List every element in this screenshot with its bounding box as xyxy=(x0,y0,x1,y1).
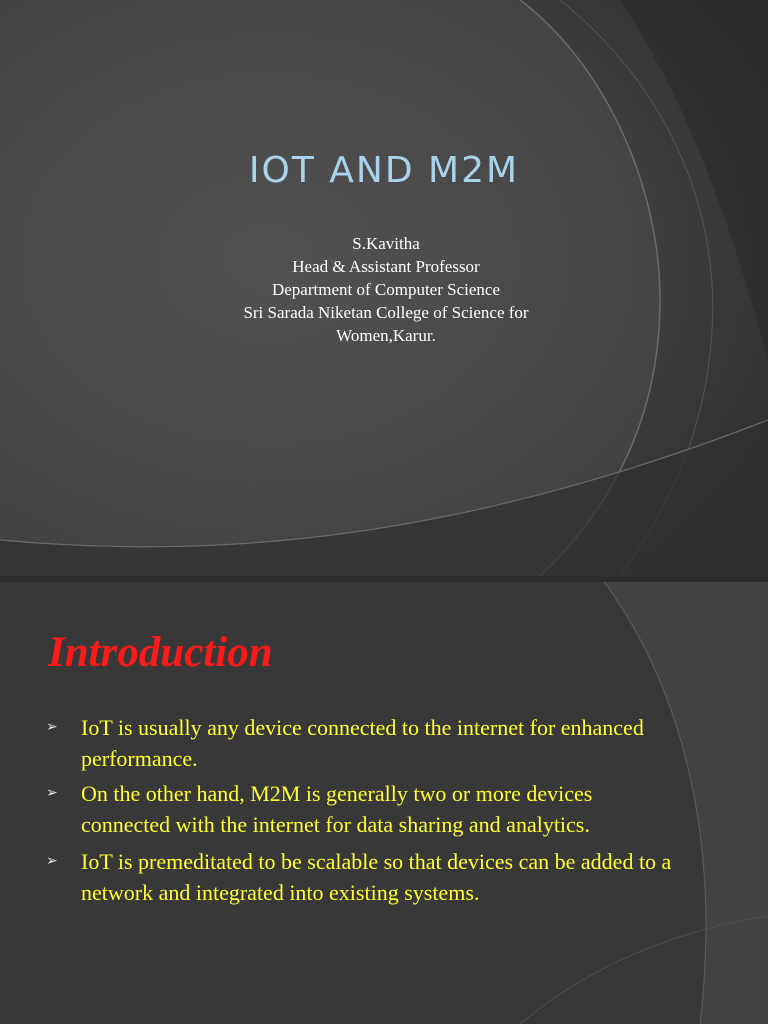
bullet-text: On the other hand, M2M is generally two or more devices connected with the internet for data sharing and analytics. xyxy=(81,781,593,837)
author-position: Head & Assistant Professor xyxy=(292,257,480,276)
author-name: S.Kavitha xyxy=(352,234,420,253)
bullet-text: IoT is premeditated to be scalable so that devices can be added to a network and integrated into existing systems. xyxy=(81,849,672,905)
introduction-slide xyxy=(0,576,768,1024)
author-department: Department of Computer Science xyxy=(271,280,500,299)
author-location: Women,Karur. xyxy=(336,326,436,345)
arrowhead-bullet-icon: ➢ xyxy=(46,785,58,801)
list-item xyxy=(46,778,686,840)
bullet-text: IoT is usually any device connected to the internet for enhanced performance. xyxy=(81,715,644,771)
author-college: Sri Sarada Niketan College of Science for xyxy=(243,303,529,322)
list-item xyxy=(46,712,686,774)
list-item xyxy=(46,846,686,908)
slide-title: IOT AND M2M xyxy=(248,150,520,191)
slide-heading: Introduction xyxy=(48,629,273,676)
arrowhead-bullet-icon: ➢ xyxy=(46,719,58,735)
author-block xyxy=(200,232,572,347)
bullet-list xyxy=(46,712,686,912)
arrowhead-bullet-icon: ➢ xyxy=(46,853,58,869)
